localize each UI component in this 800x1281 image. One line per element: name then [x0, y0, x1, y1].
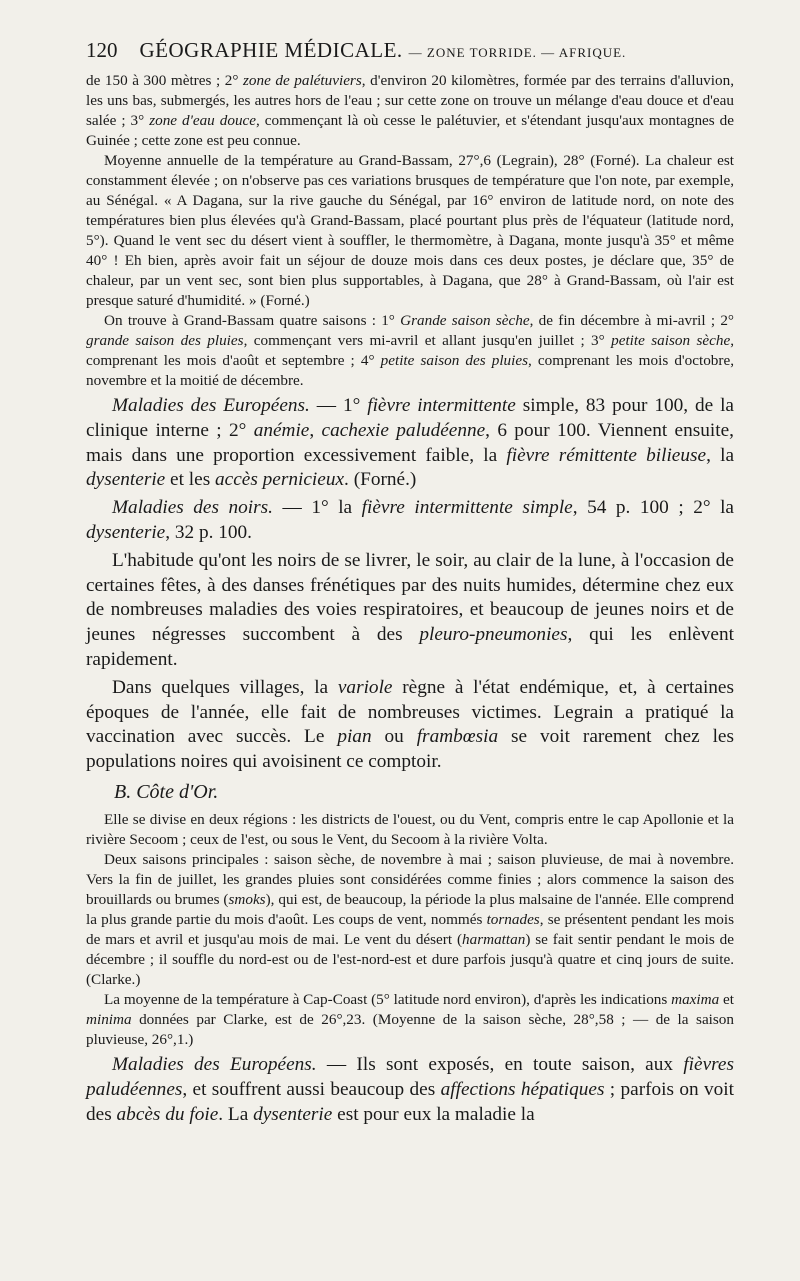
paragraph-regions: Elle se divise en deux régions : les districts de l'ouest, ou du Vent, compris entre le cap Apollonie et la rivière Secoom ; ceux de l'est, ou sous le Vent, du Secoom à la rivière Volta. — [86, 810, 734, 848]
paragraph-maladies-europeens-cote-dor: Maladies des Européens. — Ils sont exposés, en toute saison, aux fièvres paludéennes, et souffrent aussi beaucoup des affections hépatiques ; parfois on voit des abcès du foie. La dysenterie est pour eux la maladie la — [86, 1053, 734, 1125]
paragraph-saisons-cote-dor: Deux saisons principales : saison sèche, de novembre à mai ; saison pluvieuse, de mai à novembre. Vers la fin de juillet, les grandes pluies sont considérées comme finies ; alors commence la saison des brouillards ou brumes (smoks), qui est, de beaucoup, la période la plus malsaine de l'année. Elle comprend la plus grande partie du mois d'août. Les coups de vent, nommés tornades, se présentent pendant les mois de mars et avril et jusqu'au mois de mai. Le vent du désert (harmattan) se fait sentir pendant le mois de décembre ; il souffle du nord-est ou de l'est-nord-est et dure parfois jusqu'à quatre et cinq jours de suite. (Clarke.) — [86, 850, 735, 988]
running-subtitle: — ZONE TORRIDE. — AFRIQUE. — [408, 45, 627, 60]
paragraph-maladies-noirs: Maladies des noirs. — 1° la fièvre intermittente simple, 54 p. 100 ; 2° la dysenterie, 32 p. 100. — [86, 497, 734, 543]
page-header — [86, 38, 734, 63]
paragraph-maladies-europeens: Maladies des Européens. — 1° fièvre intermittente simple, 83 pour 100, de la clinique interne ; 2° anémie, cachexie paludéenne, 6 pour 100. Viennent ensuite, mais dans une proportion excessivement faible, la fièvre rémittente bilieuse, la dysenterie et les accès pernicieux. (Forné.) — [86, 395, 735, 491]
section-heading-cote-dor: B. Côte d'Or. — [114, 780, 219, 803]
paragraph-temperature: Moyenne annuelle de la température au Grand-Bassam, 27°,6 (Legrain), 28° (Forné). La chaleur est constamment élevée ; on n'observe pas ces variations brusques de température que l'on note, par exemple, au Sénégal. « A Dagana, sur la rive gauche du Sénégal, par 16° environ de latitude nord, on note des températures bien plus élevées qu'à Grand-Bassam, placé pourtant plus près de l'équateur (latitude nord, 5°). Quand le vent sec du désert vient à souffler, le thermomètre, à Dagana, monte jusqu'à 35° et même 40° ! Eh bien, après avoir fait un séjour de douze mois dans ces deux postes, je déclare que, 35° de chaleur, par un vent sec, sont bien plus supportables, à Dagana, que 28° à Grand-Bassam, où l'air est presque saturé d'humidité. » (Forné.) — [86, 152, 734, 309]
section-cote-dor — [86, 810, 734, 1050]
paragraph-temperature-cap-coast: La moyenne de la température à Cap-Coast (5° latitude nord environ), d'après les indications maxima et minima données par Clarke, est de 26°,23. (Moyenne de la saison sèche, 28°,58 ; — de la saison pluvieuse, 26°,1.) — [86, 990, 735, 1048]
page-number: 120 — [86, 38, 118, 62]
section-diseases-cote-dor — [86, 1053, 734, 1127]
section-grand-bassam-climate — [86, 71, 734, 391]
paragraph-variole: Dans quelques villages, la variole règne à l'état endémique, et, à certaines époques de l'année, elle fait de nombreuses victimes. Legrain a pratiqué la vaccination avec succès. Le pian ou frambœsia se voit rarement chez les populations noires qui avoisinent ce comptoir. — [86, 676, 734, 773]
section-diseases-bassam — [86, 394, 734, 775]
paragraph-danses: L'habitude qu'ont les noirs de se livrer, le soir, au clair de la lune, à l'occasion de certaines fêtes, à des danses frénétiques par des nuits humides, détermine chez eux de nombreuses maladies des voies respiratoires, et beaucoup de jeunes noirs et de jeunes négresses succombent à des pleuro-pneumonies, qui les enlèvent rapidement. — [86, 549, 734, 670]
running-title: GÉOGRAPHIE MÉDICALE. — [139, 38, 403, 62]
paragraph-zones: de 150 à 300 mètres ; 2° zone de palétuviers, d'environ 20 kilomètres, formée par des terrains d'alluvion, les uns bas, submergés, les autres hors de l'eau ; sur cette zone on trouve un mélange d'eau douce et d'eau salée ; 3° zone d'eau douce, commençant là où cesse le palétuvier, et s'étendant jusqu'aux montagnes de Guinée ; cette zone est peu connue. — [86, 72, 735, 149]
paragraph-seasons: On trouve à Grand-Bassam quatre saisons : 1° Grande saison sèche, de fin décembre à mi-avril ; 2° grande saison des pluies, commençant vers mi-avril et allant jusqu'en juillet ; 3° petite saison sèche, comprenant les mois d'août et septembre ; 4° petite saison des pluies, comprenant les mois d'octobre, novembre et la moitié de décembre. — [86, 312, 734, 389]
